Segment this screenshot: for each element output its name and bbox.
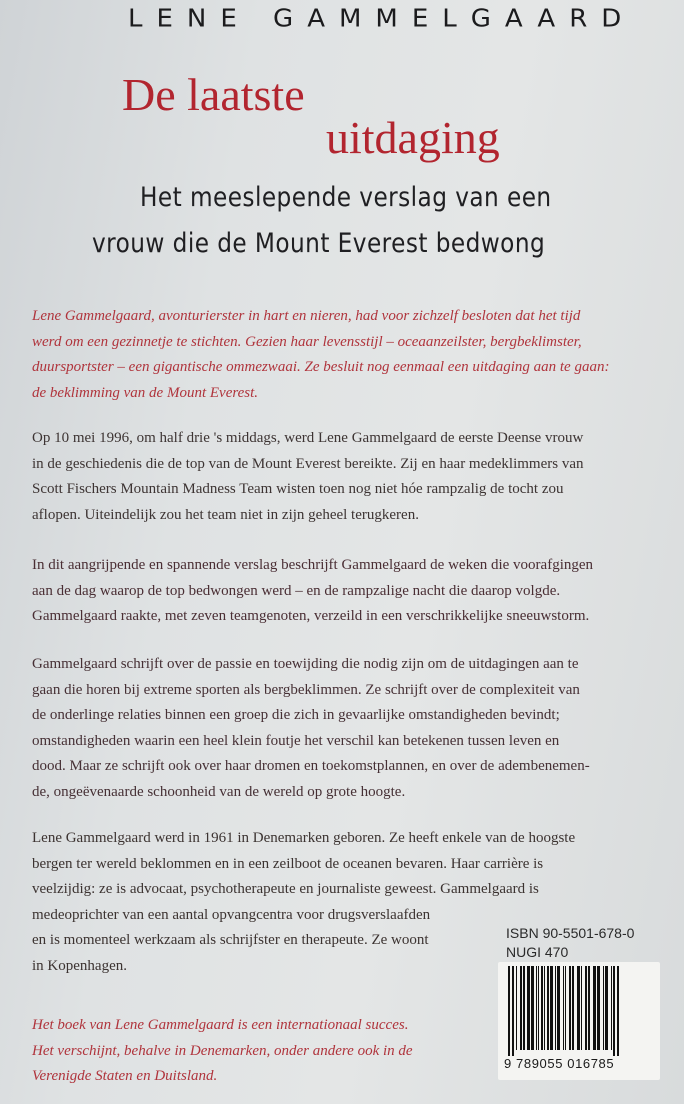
text-line: veelzijdig: ze is advocaat, psychotherapeute en journaliste geweest. Gammelgaard is — [32, 881, 539, 897]
isbn-number: ISBN 90-5501-678-0 — [506, 925, 635, 941]
subtitle-line-1: Het meeslepende verslag van een — [140, 182, 552, 213]
barcode-bar — [523, 966, 525, 1050]
barcode-bar — [541, 966, 543, 1050]
intro-paragraph — [32, 304, 652, 406]
barcode-bar — [555, 966, 556, 1050]
text-line: omstandigheden waarin een heel klein foutje het verschil kan betekenen tussen leven en — [32, 732, 560, 749]
barcode-bar — [572, 966, 574, 1050]
passion-paragraph — [32, 652, 652, 805]
text-line: werd om een gezinnetje te stichten. Gezien haar levensstijl – oceaanzeilster, bergbeklimster, — [32, 333, 582, 350]
storm-paragraph — [32, 553, 652, 630]
nugi-code: NUGI 470 — [506, 944, 569, 960]
text-line: dood. Maar ze schrijft ook over haar dromen en toekomstplannen, en over de adembenemen- — [32, 758, 590, 774]
barcode-bar — [536, 966, 537, 1050]
text-line: Gammelgaard raakte, met zeven teamgenoten, verzeild in een verschrikkelijke sneeuwstorm. — [32, 608, 590, 624]
barcode-bar — [588, 966, 590, 1050]
text-line: Gammelgaard schrijft over de passie en toewijding die nodig zijn om de uitdagingen aan te — [32, 656, 579, 672]
barcode-bar — [544, 966, 545, 1050]
barcode-bar — [516, 966, 517, 1050]
barcode-bar — [585, 966, 587, 1050]
author-name: LENE GAMMELGAARD — [128, 4, 636, 34]
barcode-bar — [557, 966, 560, 1050]
barcode-bar — [603, 966, 604, 1050]
barcode-bar — [605, 966, 608, 1050]
barcode-bars — [506, 966, 652, 1056]
text-line: medeoprichter van een aantal opvangcentra voor drugsverslaafden — [32, 906, 431, 923]
barcode-bar — [531, 966, 534, 1050]
barcode-bar — [565, 966, 566, 1050]
book-title-line-2: uitdaging — [326, 112, 500, 163]
summit-paragraph — [32, 426, 652, 528]
barcode-bar — [569, 966, 571, 1050]
subtitle-line-2: vrouw die de Mount Everest bedwong — [92, 228, 546, 259]
text-line: de beklimming van de Mount Everest. — [32, 384, 259, 401]
text-line: Het boek van Lene Gammelgaard is een internationaal succes. — [32, 1017, 409, 1033]
barcode-bar — [611, 966, 612, 1050]
text-line: Op 10 mei 1996, om half drie 's middags, werd Lene Gammelgaard de eerste Deense vrouw — [32, 430, 584, 446]
isbn-block — [506, 924, 634, 962]
barcode-bar — [520, 966, 522, 1050]
barcode-number: 9 789055 016785 — [504, 1056, 615, 1071]
text-line: Verenigde Staten en Duitsland. — [32, 1068, 218, 1084]
barcode-bar — [527, 966, 530, 1050]
text-line: gaan die horen bij extreme sporten als bergbeklimmen. Ze schrijft over de complexiteit van — [32, 681, 580, 698]
barcode-bar — [617, 966, 619, 1056]
text-line: Het verschijnt, behalve in Denemarken, onder andere ook in de — [32, 1042, 413, 1059]
text-line: Lene Gammelgaard werd in 1961 in Denemarken geboren. Ze heeft enkele van de hoogste — [32, 830, 576, 846]
text-line: duursportster – een gigantische ommezwaai. Ze besluit nog eenmaal een uitdaging aan te gaan: — [32, 359, 610, 375]
barcode-bar — [577, 966, 580, 1050]
text-line: de, ongeëvenaarde schoonheid van de wereld op grote hoogte. — [32, 783, 406, 800]
book-title-line-1: De laatste — [122, 69, 305, 120]
text-line: Lene Gammelgaard, avonturierster in hart en nieren, had voor zichzelf besloten dat het tijd — [32, 308, 581, 324]
barcode-bar — [547, 966, 549, 1050]
text-line: Scott Fischers Mountain Madness Team wisten toen nog niet hóe rampzalig de tocht zou — [32, 481, 564, 497]
barcode-bar — [613, 966, 615, 1056]
text-line: in de geschiedenis die de top van de Mount Everest bereikte. Zij en haar medeklimmers van — [32, 455, 584, 472]
text-line: aan de dag waarop de top bedwongen werd – en de rampzalige nacht die daarop volgde. — [32, 582, 561, 599]
text-line: aflopen. Uiteindelijk zou het team niet in zijn geheel terugkeren. — [32, 506, 419, 523]
barcode-bar — [597, 966, 600, 1050]
barcode-bar — [581, 966, 582, 1050]
barcode-bar — [508, 966, 510, 1056]
barcode-bar — [563, 966, 564, 1050]
barcode-bar — [593, 966, 596, 1050]
text-line: In dit aangrijpende en spannende verslag beschrijft Gammelgaard de weken die voorafgingen — [32, 557, 594, 573]
barcode — [498, 962, 660, 1080]
text-line: de onderlinge relaties binnen een groep die zich in gevaarlijke omstandigheden bevindt; — [32, 707, 560, 723]
barcode-bar — [538, 966, 539, 1050]
text-line: in Kopenhagen. — [32, 957, 127, 974]
barcode-bar — [512, 966, 514, 1056]
text-line: en is momenteel werkzaam als schrijfster en therapeute. Ze woont — [32, 932, 429, 948]
barcode-bar — [550, 966, 553, 1050]
text-line: bergen ter wereld beklommen en in een zeilboot de oceanen bevaren. Haar carrière is — [32, 855, 544, 872]
